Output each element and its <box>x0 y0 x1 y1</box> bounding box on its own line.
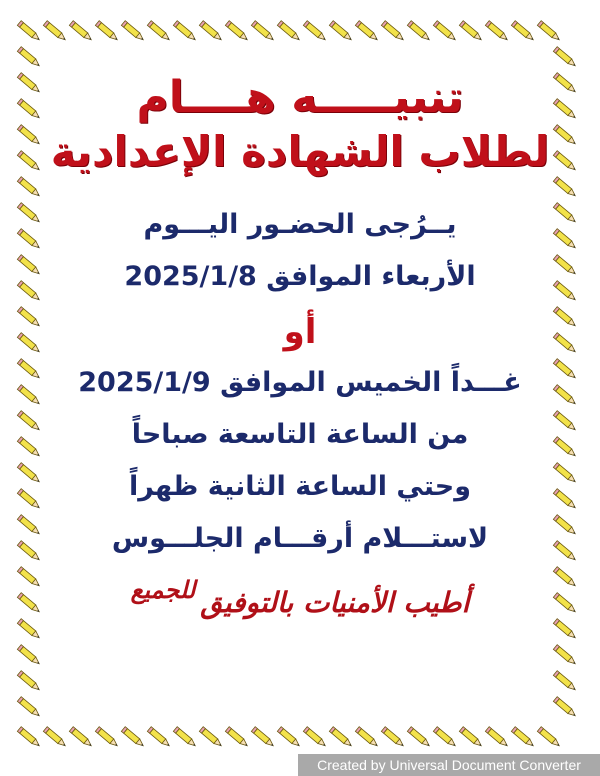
pencil-icon <box>17 125 41 146</box>
pencil-icon <box>553 99 577 120</box>
pencil-icon <box>17 99 41 120</box>
pencil-icon <box>17 73 41 94</box>
pencil-icon <box>459 21 483 42</box>
pencil-icon <box>17 515 41 536</box>
pencil-icon <box>17 489 41 510</box>
end-time-line: وحتي الساعة الثانية ظهراً <box>129 471 471 502</box>
pencil-icon <box>173 21 197 42</box>
pencil-icon <box>17 385 41 406</box>
pencil-icon <box>537 21 561 42</box>
pencil-icon <box>553 125 577 146</box>
pencil-icon <box>553 411 577 432</box>
pencil-icon <box>251 21 275 42</box>
pencil-icon <box>147 727 171 748</box>
pencil-icon <box>553 307 577 328</box>
pencil-icon <box>17 307 41 328</box>
pencil-icon <box>553 437 577 458</box>
pencil-icon <box>511 727 535 748</box>
pencil-icon <box>69 21 93 42</box>
pencil-icon <box>433 21 457 42</box>
pencil-icon <box>459 727 483 748</box>
pencil-icon <box>17 437 41 458</box>
pencil-icon <box>17 411 41 432</box>
pencil-icon <box>303 727 327 748</box>
pencil-icon <box>95 727 119 748</box>
pencil-icon <box>511 21 535 42</box>
pencil-icon <box>17 21 41 42</box>
pencil-icon <box>485 727 509 748</box>
wednesday-date-line: الأربعاء الموافق 2025/1/8 <box>124 261 476 292</box>
pencil-icon <box>553 567 577 588</box>
pencil-icon <box>17 697 41 718</box>
pencil-icon <box>303 21 327 42</box>
attend-today-line: يــرُجى الحضـور اليـــوم <box>143 209 457 240</box>
pencil-icon <box>553 697 577 718</box>
pencil-icon <box>553 645 577 666</box>
notice-subtitle: لطلاب الشهادة الإعدادية <box>50 127 550 176</box>
purpose-line: لاستـــلام أرقـــام الجلـــوس <box>111 523 489 554</box>
pencil-icon <box>17 593 41 614</box>
notice-title: تنبيـــــه هــــام <box>136 72 464 123</box>
pencil-icon <box>553 489 577 510</box>
pencil-icon <box>355 21 379 42</box>
pencil-icon <box>485 21 509 42</box>
pencil-icon <box>17 255 41 276</box>
or-word: أو <box>283 312 317 352</box>
pencil-icon <box>17 727 41 748</box>
pencil-icon <box>553 281 577 302</box>
pencil-icon <box>553 359 577 380</box>
good-wishes <box>50 575 550 620</box>
pencil-icon <box>553 619 577 640</box>
pencil-icon <box>251 727 275 748</box>
pencil-icon <box>17 47 41 68</box>
pencil-icon <box>381 21 405 42</box>
pencil-icon <box>553 541 577 562</box>
pencil-icon <box>553 515 577 536</box>
pencil-icon <box>329 21 353 42</box>
notice-content <box>50 60 550 706</box>
pencil-icon <box>381 727 405 748</box>
pencil-icon <box>277 727 301 748</box>
pencil-icon <box>17 333 41 354</box>
pencil-icon <box>147 21 171 42</box>
pencil-icon <box>553 255 577 276</box>
pencil-icon <box>43 727 67 748</box>
pencil-icon <box>199 727 223 748</box>
pencil-icon <box>553 203 577 224</box>
pencil-icon <box>17 541 41 562</box>
pencil-icon <box>17 645 41 666</box>
pencil-icon <box>553 47 577 68</box>
pencil-icon <box>553 229 577 250</box>
pencil-icon <box>17 359 41 380</box>
pencil-icon <box>553 73 577 94</box>
pencil-icon <box>95 21 119 42</box>
pencil-icon <box>17 619 41 640</box>
pencil-icon <box>537 727 561 748</box>
pencil-icon <box>225 727 249 748</box>
pencil-icon <box>433 727 457 748</box>
good-wishes-main: أطيب الأمنيات بالتوفيق <box>200 586 470 619</box>
pencil-icon <box>225 21 249 42</box>
pencil-icon <box>553 463 577 484</box>
pencil-icon <box>17 229 41 250</box>
pencil-icon <box>199 21 223 42</box>
pencil-icon <box>121 21 145 42</box>
pencil-icon <box>17 671 41 692</box>
pencil-icon <box>43 21 67 42</box>
pencil-icon <box>553 671 577 692</box>
pencil-icon <box>17 281 41 302</box>
pencil-icon <box>173 727 197 748</box>
pencil-icon <box>553 385 577 406</box>
pencil-icon <box>553 333 577 354</box>
pencil-icon <box>69 727 93 748</box>
pencil-icon <box>553 151 577 172</box>
good-wishes-tail: للجميع <box>130 575 196 604</box>
converter-watermark: Created by Universal Document Converter <box>298 754 600 776</box>
pencil-icon <box>407 21 431 42</box>
start-time-line: من الساعة التاسعة صباحاً <box>131 419 469 450</box>
pencil-icon <box>17 151 41 172</box>
pencil-icon <box>17 177 41 198</box>
pencil-icon <box>277 21 301 42</box>
pencil-icon <box>407 727 431 748</box>
pencil-icon <box>121 727 145 748</box>
pencil-icon <box>17 463 41 484</box>
pencil-icon <box>355 727 379 748</box>
pencil-icon <box>553 177 577 198</box>
pencil-icon <box>17 567 41 588</box>
thursday-date-line: غـــداً الخميس الموافق 2025/1/9 <box>78 367 522 398</box>
pencil-icon <box>329 727 353 748</box>
pencil-icon <box>553 593 577 614</box>
pencil-icon <box>17 203 41 224</box>
